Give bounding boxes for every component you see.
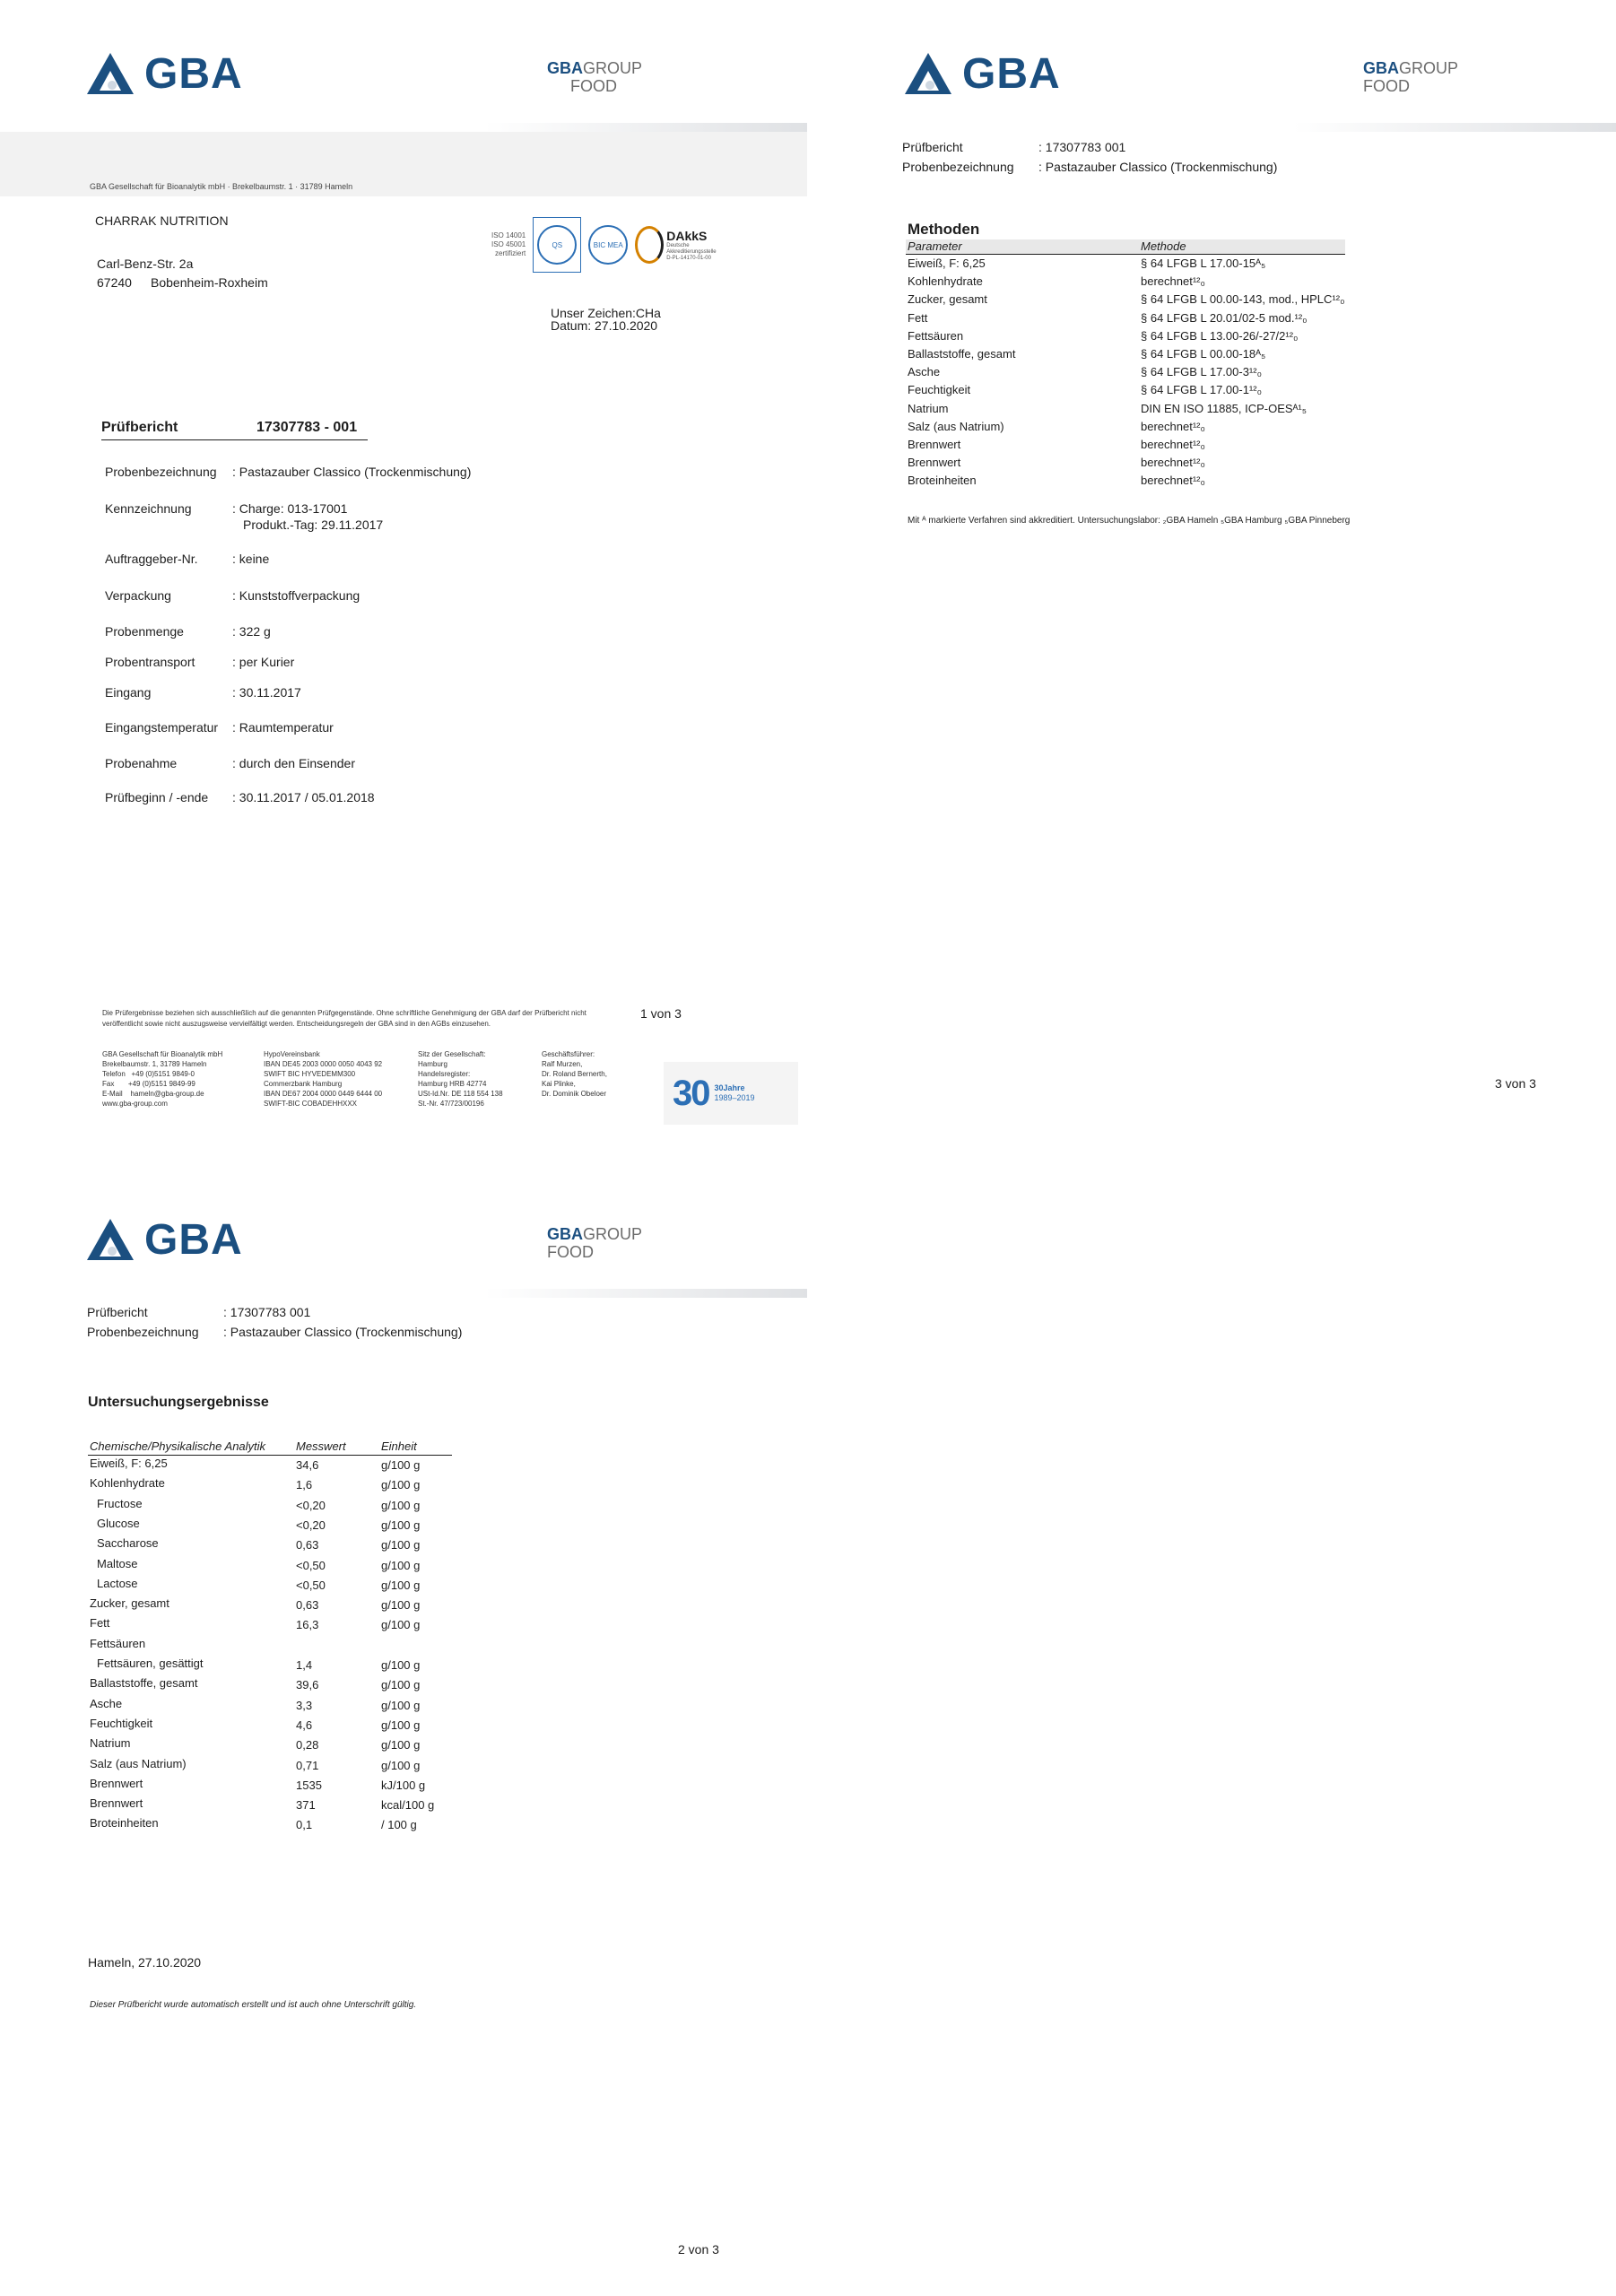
method-name: § 64 LFGB L 20.01/02-5 mod.¹²₀ [1141, 310, 1308, 325]
results-col-parameter: Chemische/Physikalische Analytik [90, 1439, 266, 1453]
report-label: Prüfbericht [101, 420, 178, 435]
method-parameter: Asche [908, 365, 941, 379]
jubilee-number: 30 [673, 1073, 709, 1113]
results-col-value: Messwert [296, 1439, 346, 1453]
method-parameter: Feuchtigkeit [908, 383, 971, 397]
result-parameter: Ballaststoffe, gesamt [90, 1676, 198, 1691]
methods-col-parameter: Parameter [908, 239, 962, 253]
result-value: 1,4 [296, 1658, 313, 1672]
method-parameter: Salz (aus Natrium) [908, 419, 1004, 433]
result-value: 0,28 [296, 1738, 319, 1752]
result-unit: g/100 g [381, 1618, 421, 1632]
method-name: § 64 LFGB L 00.00-18ᴬ₅ [1141, 347, 1266, 361]
result-parameter: Fettsäuren [90, 1636, 146, 1650]
recipient-zip: 67240 [97, 275, 132, 290]
result-parameter: Broteinheiten [90, 1816, 159, 1831]
result-parameter: Maltose [97, 1556, 138, 1570]
report-number: 17307783 - 001 [256, 420, 358, 435]
footer-management: Geschäftsführer: Ralf Murzen, Dr. Roland Bernerth, Kai Plinke, Dr. Dominik Obeloer [542, 1050, 607, 1098]
result-parameter: Fructose [97, 1496, 143, 1510]
method-name: berechnet¹²₀ [1141, 274, 1205, 289]
sample-label: Probenbezeichnung [87, 1325, 199, 1339]
report-page-2 [0, 1166, 807, 2296]
field-value: : durch den Einsender [232, 756, 355, 770]
method-name: § 64 LFGB L 00.00-143, mod., HPLC¹²₀ [1141, 292, 1345, 307]
page-number: 1 von 3 [640, 1006, 682, 1021]
accreditation-note: Mit ᴬ markierte Verfahren sind akkreditiert. Untersuchungslabor: ₂GBA Hameln ₅GBA Hamburg ₅GBA Pinneberg [908, 516, 1351, 526]
footer-bank: HypoVereinsbank IBAN DE45 2003 0000 0050 4043 92 SWIFT BIC HYVEDEMM300 Commerzbank Hamburg IBAN DE67 2004 0000 0449 6444 00 SWIFT-BIC COBADEHHXXX [264, 1050, 383, 1108]
iso-certification-text: ISO 14001 ISO 45001 zertifiziert [491, 231, 526, 257]
result-unit: g/100 g [381, 1478, 421, 1492]
method-name: berechnet¹²₀ [1141, 456, 1205, 470]
dakks-mark-icon [635, 226, 664, 264]
method-parameter: Broteinheiten [908, 474, 977, 488]
result-unit: g/100 g [381, 1538, 421, 1552]
result-value: 4,6 [296, 1718, 313, 1732]
field-label: Probenbezeichnung [105, 465, 217, 479]
result-parameter: Glucose [97, 1516, 140, 1530]
dakks-logo: DAkkS Deutsche Akkreditierungsstelle D-PL-14170-01-00 [635, 226, 716, 264]
result-unit: g/100 g [381, 1658, 421, 1672]
field-value: : Kunststoffverpackung [232, 588, 361, 603]
reference-code: Unser Zeichen:CHa [551, 306, 661, 320]
result-unit: g/100 g [381, 1678, 421, 1692]
field-label: Eingang [105, 685, 152, 700]
report-label: Prüfbericht [87, 1305, 148, 1319]
result-unit: g/100 g [381, 1738, 421, 1752]
group-logo-food: FOOD [570, 77, 617, 95]
sample-value: : Pastazauber Classico (Trockenmischung) [223, 1325, 463, 1339]
report-number: : 17307783 001 [1038, 140, 1126, 154]
sample-label: Probenbezeichnung [902, 160, 1014, 174]
method-name: § 64 LFGB L 17.00-1¹²₀ [1141, 383, 1262, 397]
field-value: : Raumtemperatur [232, 720, 334, 735]
result-value: 0,63 [296, 1538, 319, 1552]
gba-group-food-logo: GBAGROUP FOOD [1363, 59, 1459, 95]
result-unit: g/100 g [381, 1518, 421, 1532]
result-parameter: Natrium [90, 1736, 131, 1751]
result-parameter: Feuchtigkeit [90, 1716, 153, 1730]
result-value: 0,71 [296, 1758, 319, 1772]
field-label: Eingangstemperatur [105, 720, 219, 735]
result-unit: kJ/100 g [381, 1778, 426, 1792]
result-value: 39,6 [296, 1678, 319, 1692]
result-unit: g/100 g [381, 1598, 421, 1613]
group-logo-rest: GROUP [583, 59, 643, 77]
report-underline [101, 439, 368, 440]
result-parameter: Brennwert [90, 1776, 143, 1790]
method-parameter: Kohlenhydrate [908, 274, 983, 289]
result-parameter: Fett [90, 1616, 110, 1631]
method-name: § 64 LFGB L 17.00-15ᴬ₅ [1141, 257, 1266, 270]
disclaimer: Die Prüfergebnisse beziehen sich ausschließlich auf die genannten Prüfgegenstände. Ohne schriftliche Genehmigung der GBA darf der Prüfbericht nicht veröffentlicht sowie nicht auszugsweise vervielfältigt werden. Entscheidungsregeln der GBA sind in den AGBs einzusehen. [102, 1009, 586, 1028]
result-parameter: Kohlenhydrate [90, 1476, 165, 1491]
field-value: : Pastazauber Classico (Trockenmischung) [232, 465, 472, 479]
method-parameter: Brennwert [908, 456, 961, 470]
auto-generated-note: Dieser Prüfbericht wurde automatisch erstellt und ist auch ohne Unterschrift gültig. [90, 2000, 417, 2010]
method-name: berechnet¹²₀ [1141, 438, 1205, 451]
results-header-line [88, 1455, 452, 1456]
sender-line: GBA Gesellschaft für Bioanalytik mbH · Brekelbaumstr. 1 · 31789 Hameln [90, 182, 353, 191]
method-name: § 64 LFGB L 13.00-26/-27/2¹²₀ [1141, 328, 1299, 343]
field-label: Auftraggeber-Nr. [105, 552, 198, 566]
result-unit: g/100 g [381, 1458, 421, 1472]
field-label: Probenahme [105, 756, 178, 770]
result-value: <0,50 [296, 1578, 326, 1592]
method-parameter: Fettsäuren [908, 328, 964, 343]
method-name: berechnet¹²₀ [1141, 419, 1205, 433]
result-value: <0,50 [296, 1558, 326, 1572]
method-parameter: Fett [908, 310, 928, 325]
result-value: 0,63 [296, 1598, 319, 1613]
result-unit: kcal/100 g [381, 1798, 435, 1813]
report-page-3 [809, 0, 1616, 1157]
header-band [0, 123, 807, 132]
report-page-1 [0, 0, 807, 1157]
sample-value: : Pastazauber Classico (Trockenmischung) [1038, 160, 1278, 174]
method-name: DIN EN ISO 11885, ICP-OESᴬ¹₅ [1141, 401, 1307, 415]
jubilee-years: 1989–2019 [714, 1093, 755, 1102]
recipient-city: Bobenheim-Roxheim [151, 275, 268, 290]
field-label: Kennzeichnung [105, 501, 192, 516]
report-number: : 17307783 001 [223, 1305, 311, 1319]
method-parameter: Ballaststoffe, gesamt [908, 347, 1016, 361]
field-label: Verpackung [105, 588, 171, 603]
results-title: Untersuchungsergebnisse [88, 1395, 269, 1410]
result-unit: g/100 g [381, 1718, 421, 1732]
field-value: : 30.11.2017 / 05.01.2018 [232, 790, 375, 804]
page-number: 3 von 3 [1495, 1076, 1536, 1091]
result-unit: g/100 g [381, 1498, 421, 1512]
page-number: 2 von 3 [678, 2242, 719, 2257]
result-unit: g/100 g [381, 1698, 421, 1712]
result-parameter: Zucker, gesamt [90, 1596, 169, 1611]
qs-certificate-icon: QS [533, 217, 581, 273]
jubilee-label: 30Jahre [714, 1083, 745, 1092]
report-date: Datum: 27.10.2020 [551, 318, 658, 333]
result-parameter: Fettsäuren, gesättigt [97, 1657, 204, 1670]
jubilee-badge [664, 1062, 798, 1125]
gba-logo-text: GBA [144, 49, 243, 98]
result-parameter: Brennwert [90, 1796, 143, 1811]
result-unit: / 100 g [381, 1818, 417, 1832]
group-logo-bold: GBA [547, 59, 583, 77]
methods-header-bg [906, 239, 1345, 254]
result-parameter: Salz (aus Natrium) [90, 1756, 187, 1770]
methods-title: Methoden [908, 221, 980, 238]
certification-logos [491, 217, 717, 273]
method-name: § 64 LFGB L 17.00-3¹²₀ [1141, 365, 1262, 379]
bic-mea-icon: BIC MEA [588, 225, 628, 265]
result-parameter: Eiweiß, F: 6,25 [90, 1457, 168, 1470]
gba-triangle-icon [903, 51, 953, 96]
field-label: Probentransport [105, 655, 195, 669]
result-unit: g/100 g [381, 1578, 421, 1592]
field-value-secondary: Produkt.-Tag: 29.11.2017 [243, 517, 384, 532]
method-parameter: Eiweiß, F: 6,25 [908, 257, 986, 270]
result-value: 0,1 [296, 1818, 313, 1832]
methods-header-line [906, 254, 1345, 255]
footer-registry: Sitz der Gesellschaft: Hamburg Handelsregister: Hamburg HRB 42774 USt-Id.Nr. DE 118 554 138 St.-Nr. 47/723/00196 [418, 1050, 503, 1108]
result-value: <0,20 [296, 1498, 326, 1512]
gba-triangle-icon [85, 51, 135, 96]
results-col-unit: Einheit [381, 1439, 417, 1453]
result-value: 16,3 [296, 1618, 319, 1632]
field-value: : 30.11.2017 [232, 685, 301, 700]
methods-col-method: Methode [1141, 239, 1186, 253]
gba-group-food-logo [547, 59, 642, 95]
result-parameter: Asche [90, 1696, 123, 1710]
result-value: 371 [296, 1798, 316, 1813]
recipient-name: CHARRAK NUTRITION [95, 213, 229, 228]
header-band [809, 123, 1616, 132]
field-label: Probenmenge [105, 624, 184, 639]
report-label: Prüfbericht [902, 140, 963, 154]
field-value: : Charge: 013-17001 [232, 501, 348, 516]
result-value: 34,6 [296, 1458, 319, 1472]
field-value: : 322 g [232, 624, 271, 639]
gba-triangle-icon [85, 1217, 135, 1262]
result-value: 1,6 [296, 1478, 313, 1492]
result-value: 3,3 [296, 1698, 313, 1712]
result-unit: g/100 g [381, 1758, 421, 1772]
method-parameter: Natrium [908, 401, 949, 415]
result-value: 1535 [296, 1778, 322, 1792]
result-parameter: Saccharose [97, 1536, 159, 1551]
method-parameter: Brennwert [908, 438, 961, 451]
field-value: : keine [232, 552, 270, 566]
method-name: berechnet¹²₀ [1141, 474, 1205, 488]
field-value: : per Kurier [232, 655, 295, 669]
gba-logo [85, 48, 243, 99]
result-parameter: Lactose [97, 1576, 138, 1590]
field-label: Prüfbeginn / -ende [105, 790, 209, 804]
gba-group-food-logo: GBAGROUP FOOD [547, 1225, 643, 1261]
recipient-street: Carl-Benz-Str. 2a [97, 257, 194, 271]
footer-company: GBA Gesellschaft für Bioanalytik mbH Brekelbaumstr. 1, 31789 Hameln Telefon +49 (0)5151 9849-0 Fax +49 (0)5151 9849-99 E-Mail hameln@gba-group.de www.gba-group.com [102, 1050, 223, 1108]
gba-logo: GBA [85, 1214, 243, 1265]
gba-logo: GBA [903, 48, 1061, 99]
place-date: Hameln, 27.10.2020 [88, 1955, 202, 1970]
result-value: <0,20 [296, 1518, 326, 1532]
method-parameter: Zucker, gesamt [908, 292, 987, 307]
header-band [0, 1289, 807, 1298]
result-unit: g/100 g [381, 1558, 421, 1572]
